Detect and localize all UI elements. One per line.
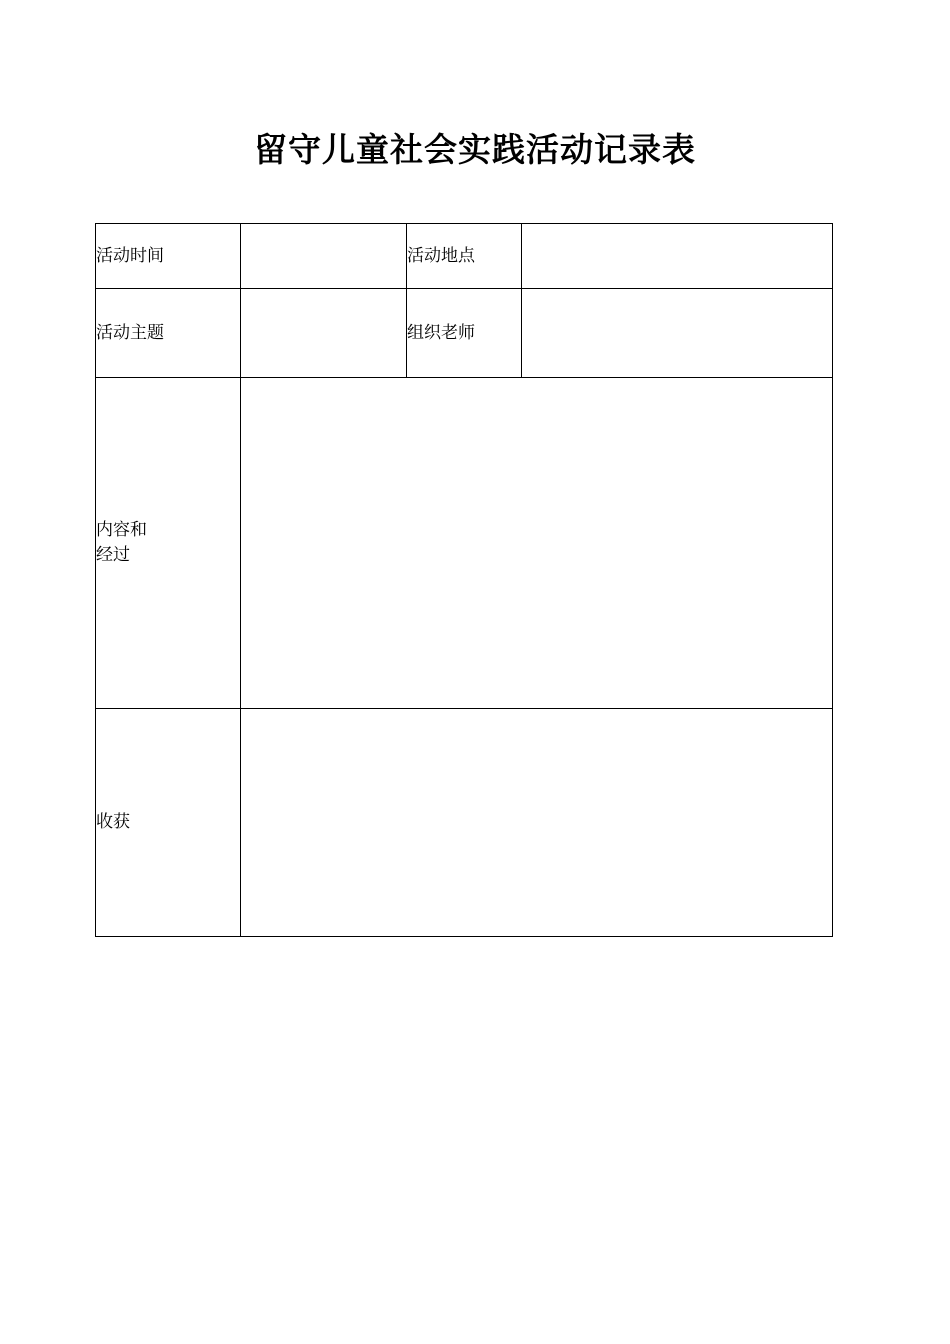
content-label-line1: 内容和 <box>96 520 147 540</box>
activity-theme-label: 活动主题 <box>96 289 241 378</box>
activity-place-label: 活动地点 <box>407 224 522 289</box>
gain-label: 收获 <box>96 709 241 937</box>
activity-place-field[interactable] <box>522 224 833 289</box>
content-process-label <box>96 378 241 709</box>
table-row-time-place <box>96 224 833 289</box>
content-process-field[interactable] <box>241 378 833 709</box>
page-title: 留守儿童社会实践活动记录表 <box>254 130 696 169</box>
gain-field[interactable] <box>241 709 833 937</box>
activity-time-label: 活动时间 <box>96 224 241 289</box>
activity-record-table <box>95 223 833 937</box>
table-row-theme-teacher <box>96 289 833 378</box>
activity-theme-field[interactable] <box>241 289 407 378</box>
organizer-teacher-field[interactable] <box>522 289 833 378</box>
organizer-teacher-label: 组织老师 <box>407 289 522 378</box>
activity-time-field[interactable] <box>241 224 407 289</box>
table-row-content <box>96 378 833 709</box>
table-row-gain <box>96 709 833 937</box>
content-label-line2: 经过 <box>96 545 130 565</box>
